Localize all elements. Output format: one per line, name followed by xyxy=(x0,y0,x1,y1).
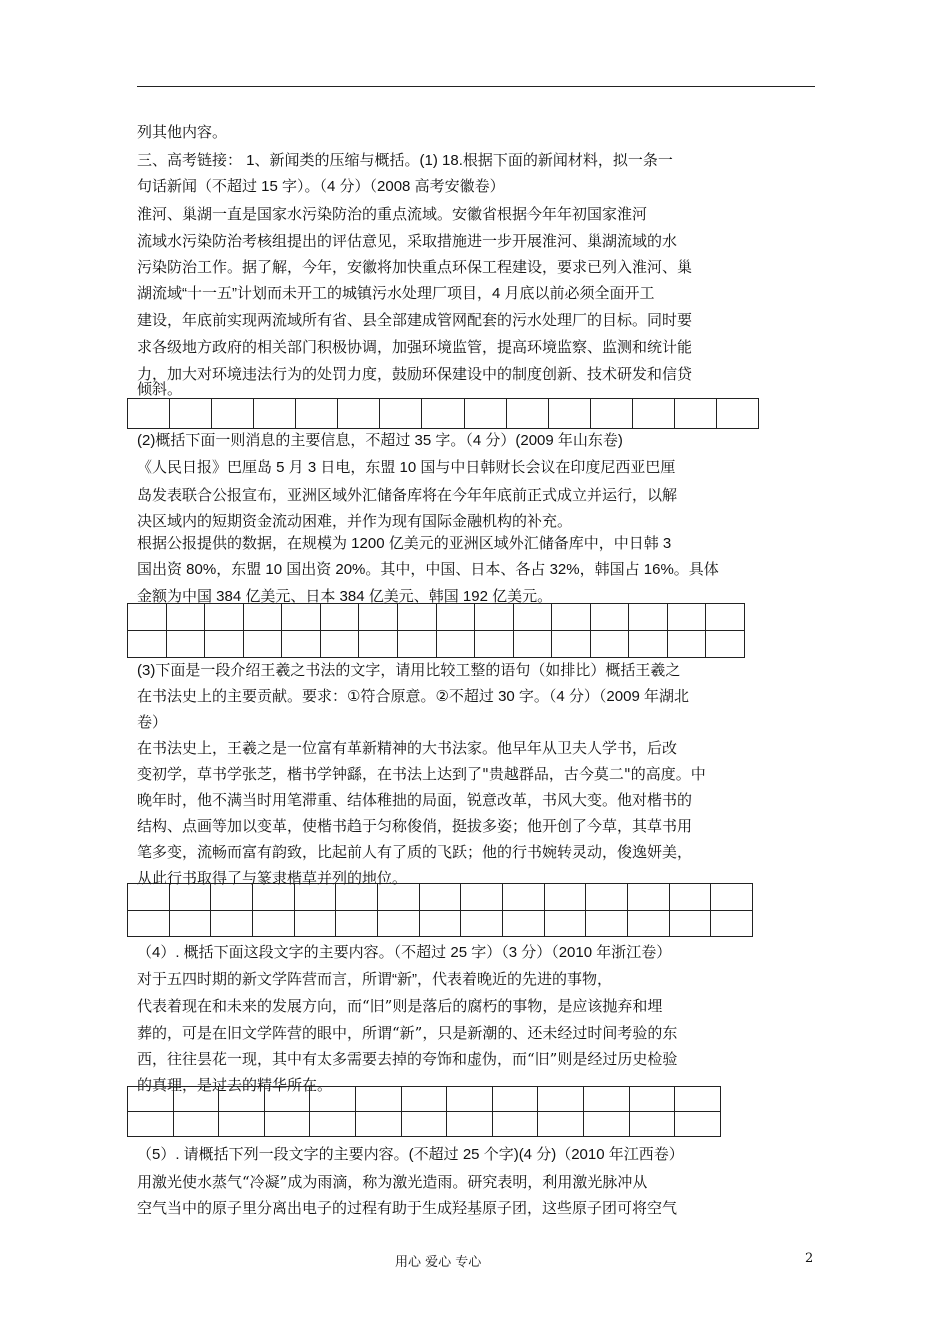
answer-cell[interactable] xyxy=(380,399,422,429)
text-line: 列其他内容。 xyxy=(137,123,228,141)
answer-cell[interactable] xyxy=(296,399,338,429)
answer-cell[interactable] xyxy=(632,399,674,429)
text-line: 淮河、巢湖一直是国家水污染防治的重点流域。安徽省根据今年年初国家淮河 xyxy=(137,205,648,223)
answer-cell[interactable] xyxy=(128,399,170,429)
text-line: 三、高考链接： 1、新闻类的压缩与概括。(1) 18.根据下面的新闻材料，拟一条一 xyxy=(137,152,673,169)
answer-cell[interactable] xyxy=(128,1087,174,1112)
header-rule xyxy=(137,86,815,87)
answer-cell[interactable] xyxy=(586,884,628,911)
answer-cell[interactable] xyxy=(169,910,211,937)
text-line: 决区域内的短期资金流动困难，并作为现有国际金融机构的补充。 xyxy=(137,512,573,530)
answer-cell[interactable] xyxy=(502,910,544,937)
answer-cell[interactable] xyxy=(211,884,253,911)
grid-row xyxy=(128,910,753,937)
answer-cell[interactable] xyxy=(169,884,211,911)
answer-cell[interactable] xyxy=(667,631,706,658)
text-line: （5）. 请概括下列一段文字的主要内容。(不超过 25 个字)(4 分)（2010 年江西卷） xyxy=(137,1146,684,1163)
answer-cell[interactable] xyxy=(359,604,398,631)
answer-cell[interactable] xyxy=(584,1112,630,1137)
answer-cell[interactable] xyxy=(629,1112,675,1137)
grid-row xyxy=(128,1087,721,1112)
answer-cell[interactable] xyxy=(419,910,461,937)
text-line: 《人民日报》巴厘岛 5 月 3 日电，东盟 10 国与中日韩财长会议在印度尼西亚巴厘 xyxy=(137,459,676,476)
text-line: 金额为中国 384 亿美元、日本 384 亿美元、韩国 192 亿美元。 xyxy=(137,588,553,605)
answer-grid-2 xyxy=(127,603,745,658)
answer-cell[interactable] xyxy=(461,910,503,937)
text-line: (2)概括下面一则消息的主要信息，不超过 35 字。（4 分）(2009 年山东卷) xyxy=(137,432,623,449)
answer-cell[interactable] xyxy=(629,1087,675,1112)
answer-cell[interactable] xyxy=(667,604,706,631)
text-line: 代表着现在和未来的发展方向，而“旧”则是落后的腐朽的事物，是应该抛弃和埋 xyxy=(137,997,663,1015)
answer-cell[interactable] xyxy=(627,910,669,937)
answer-cell[interactable] xyxy=(166,631,205,658)
answer-cell[interactable] xyxy=(397,631,436,658)
answer-cell[interactable] xyxy=(320,604,359,631)
answer-cell[interactable] xyxy=(544,910,586,937)
answer-cell[interactable] xyxy=(711,884,753,911)
text-line: 在书法史上的主要贡献。要求：①符合原意。②不超过 30 字。（4 分）（2009 年湖北 xyxy=(137,688,689,705)
answer-cell[interactable] xyxy=(336,910,378,937)
text-line: 求各级地方政府的相关部门积极协调，加强环境监管，提高环境监察、监测和统计能 xyxy=(137,338,693,356)
text-line: 的真理，是过去的精华所在。 xyxy=(137,1076,333,1094)
text-line: 倾斜。 xyxy=(137,380,183,398)
answer-cell[interactable] xyxy=(336,884,378,911)
answer-cell[interactable] xyxy=(475,604,514,631)
answer-cell[interactable] xyxy=(397,604,436,631)
answer-cell[interactable] xyxy=(419,884,461,911)
text-line: 空气当中的原子里分离出电子的过程有助于生成羟基原子团，这些原子团可将空气 xyxy=(137,1199,678,1217)
answer-cell[interactable] xyxy=(128,1112,174,1137)
answer-cell[interactable] xyxy=(173,1087,219,1112)
answer-grid-3 xyxy=(127,883,753,937)
answer-cell[interactable] xyxy=(492,1112,538,1137)
answer-cell[interactable] xyxy=(544,884,586,911)
answer-cell[interactable] xyxy=(359,631,398,658)
answer-cell[interactable] xyxy=(502,884,544,911)
answer-cell[interactable] xyxy=(506,399,548,429)
answer-cell[interactable] xyxy=(205,604,244,631)
answer-cell[interactable] xyxy=(377,910,419,937)
answer-cell[interactable] xyxy=(401,1112,447,1137)
answer-cell[interactable] xyxy=(356,1087,402,1112)
answer-cell[interactable] xyxy=(252,910,294,937)
text-line: 湖流域“十一五”计划而未开工的城镇污水处理厂项目，4 月底以前必须全面开工 xyxy=(137,285,655,302)
text-line: 笔多变，流畅而富有韵致，比起前人有了质的飞跃；他的行书婉转灵动，俊逸妍美， xyxy=(137,843,693,861)
answer-cell[interactable] xyxy=(282,604,321,631)
answer-cell[interactable] xyxy=(447,1112,493,1137)
answer-cell[interactable] xyxy=(310,1112,356,1137)
answer-cell[interactable] xyxy=(219,1112,265,1137)
answer-cell[interactable] xyxy=(590,399,632,429)
text-line: 句话新闻（不超过 15 字）。（4 分）（2008 高考安徽卷） xyxy=(137,178,505,195)
text-line: 从此行书取得了与篆隶楷草并列的地位。 xyxy=(137,869,408,887)
answer-cell[interactable] xyxy=(338,399,380,429)
text-line: (3)下面是一段介绍王羲之书法的文字，请用比较工整的语句（如排比）概括王羲之 xyxy=(137,662,681,679)
text-line: 卷） xyxy=(137,713,168,731)
answer-cell[interactable] xyxy=(128,910,170,937)
answer-cell[interactable] xyxy=(492,1087,538,1112)
answer-cell[interactable] xyxy=(282,631,321,658)
grid-row xyxy=(128,604,745,631)
answer-cell[interactable] xyxy=(538,1112,584,1137)
answer-cell[interactable] xyxy=(356,1112,402,1137)
answer-cell[interactable] xyxy=(627,884,669,911)
answer-cell[interactable] xyxy=(422,399,464,429)
answer-cell[interactable] xyxy=(219,1087,265,1112)
answer-cell[interactable] xyxy=(629,631,668,658)
answer-cell[interactable] xyxy=(586,910,628,937)
answer-cell[interactable] xyxy=(243,631,282,658)
answer-cell[interactable] xyxy=(436,604,475,631)
text-line: 根据公报提供的数据，在规模为 1200 亿美元的亚洲区域外汇储备库中，中日韩 3 xyxy=(137,535,672,552)
answer-cell[interactable] xyxy=(706,631,745,658)
answer-cell[interactable] xyxy=(447,1087,493,1112)
text-line: 晚年时，他不满当时用笔滞重、结体稚拙的局面，锐意改革，书风大变。他对楷书的 xyxy=(137,791,693,809)
text-line: 用激光使水蒸气“冷凝”成为雨滴，称为激光造雨。研究表明，利用激光脉冲从 xyxy=(137,1173,648,1191)
text-line: 力，加大对环境违法行为的处罚力度，鼓励环保建设中的制度创新、技术研发和信贷 xyxy=(137,365,693,383)
page-number: 2 xyxy=(805,1251,814,1266)
footer-motto: 用心 爱心 专心 xyxy=(395,1255,482,1270)
answer-cell[interactable] xyxy=(252,884,294,911)
answer-cell[interactable] xyxy=(675,1087,721,1112)
answer-grid-1 xyxy=(127,398,759,429)
text-line: 西，往往昙花一现，其中有太多需要去掉的夸饰和虚伪，而“旧”则是经过历史检验 xyxy=(137,1050,678,1068)
text-line: 结构、点画等加以变革，使楷书趋于匀称俊俏，挺拔多姿；他开创了今草，其草书用 xyxy=(137,817,693,835)
answer-cell[interactable] xyxy=(264,1087,310,1112)
grid-row xyxy=(128,399,759,429)
answer-cell[interactable] xyxy=(475,631,514,658)
answer-cell[interactable] xyxy=(669,910,711,937)
text-line: 污染防治工作。据了解，今年，安徽将加快重点环保工程建设，要求已列入淮河、巢 xyxy=(137,258,693,276)
answer-cell[interactable] xyxy=(513,631,552,658)
answer-cell[interactable] xyxy=(436,631,475,658)
answer-cell[interactable] xyxy=(310,1087,356,1112)
text-line: 在书法史上，王羲之是一位富有革新精神的大书法家。他早年从卫夫人学书，后改 xyxy=(137,739,678,757)
text-line: 葬的，可是在旧文学阵营的眼中，所谓“新”，只是新潮的、还未经过时间考验的东 xyxy=(137,1024,678,1042)
text-line: 对于五四时期的新文学阵营而言，所谓“新”，代表着晚近的先进的事物， xyxy=(137,971,612,988)
answer-cell[interactable] xyxy=(173,1112,219,1137)
answer-cell[interactable] xyxy=(211,910,253,937)
grid-row xyxy=(128,884,753,911)
answer-cell[interactable] xyxy=(590,604,629,631)
answer-cell[interactable] xyxy=(716,399,758,429)
answer-cell[interactable] xyxy=(711,910,753,937)
answer-cell[interactable] xyxy=(461,884,503,911)
answer-cell[interactable] xyxy=(706,604,745,631)
text-line: 建设，年底前实现两流域所有省、县全部建成管网配套的污水处理厂的目标。同时要 xyxy=(137,311,693,329)
text-line: 岛发表联合公报宣布，亚洲区域外汇储备库将在今年年底前正式成立并运行，以解 xyxy=(137,486,678,504)
answer-cell[interactable] xyxy=(669,884,711,911)
answer-grid-4 xyxy=(127,1086,721,1137)
answer-cell[interactable] xyxy=(538,1087,584,1112)
answer-cell[interactable] xyxy=(377,884,419,911)
answer-cell[interactable] xyxy=(548,399,590,429)
text-line: 国出资 80%，东盟 10 国出资 20%。其中，中国、日本、各占 32%，韩国占 16%。具体 xyxy=(137,561,719,578)
answer-cell[interactable] xyxy=(513,604,552,631)
answer-cell[interactable] xyxy=(170,399,212,429)
grid-row xyxy=(128,631,745,658)
text-line: 流域水污染防治考核组提出的评估意见，采取措施进一步开展淮河、巢湖流域的水 xyxy=(137,232,678,250)
text-line: 变初学，草书学张芝，楷书学钟繇，在书法上达到了"贵越群品，古今莫二"的高度。中 xyxy=(137,765,706,783)
answer-cell[interactable] xyxy=(205,631,244,658)
answer-cell[interactable] xyxy=(294,884,336,911)
answer-cell[interactable] xyxy=(128,604,167,631)
answer-cell[interactable] xyxy=(294,910,336,937)
answer-cell[interactable] xyxy=(629,604,668,631)
answer-cell[interactable] xyxy=(674,399,716,429)
answer-cell[interactable] xyxy=(254,399,296,429)
answer-cell[interactable] xyxy=(552,631,591,658)
answer-cell[interactable] xyxy=(675,1112,721,1137)
grid-row xyxy=(128,1112,721,1137)
answer-cell[interactable] xyxy=(128,631,167,658)
answer-cell[interactable] xyxy=(243,604,282,631)
answer-cell[interactable] xyxy=(552,604,591,631)
answer-cell[interactable] xyxy=(264,1112,310,1137)
answer-cell[interactable] xyxy=(128,884,170,911)
answer-cell[interactable] xyxy=(320,631,359,658)
text-line: （4）. 概括下面这段文字的主要内容。（不超过 25 字）（3 分）（2010 年浙江卷） xyxy=(137,944,672,961)
answer-cell[interactable] xyxy=(464,399,506,429)
answer-cell[interactable] xyxy=(590,631,629,658)
answer-cell[interactable] xyxy=(166,604,205,631)
answer-cell[interactable] xyxy=(584,1087,630,1112)
answer-cell[interactable] xyxy=(212,399,254,429)
answer-cell[interactable] xyxy=(401,1087,447,1112)
